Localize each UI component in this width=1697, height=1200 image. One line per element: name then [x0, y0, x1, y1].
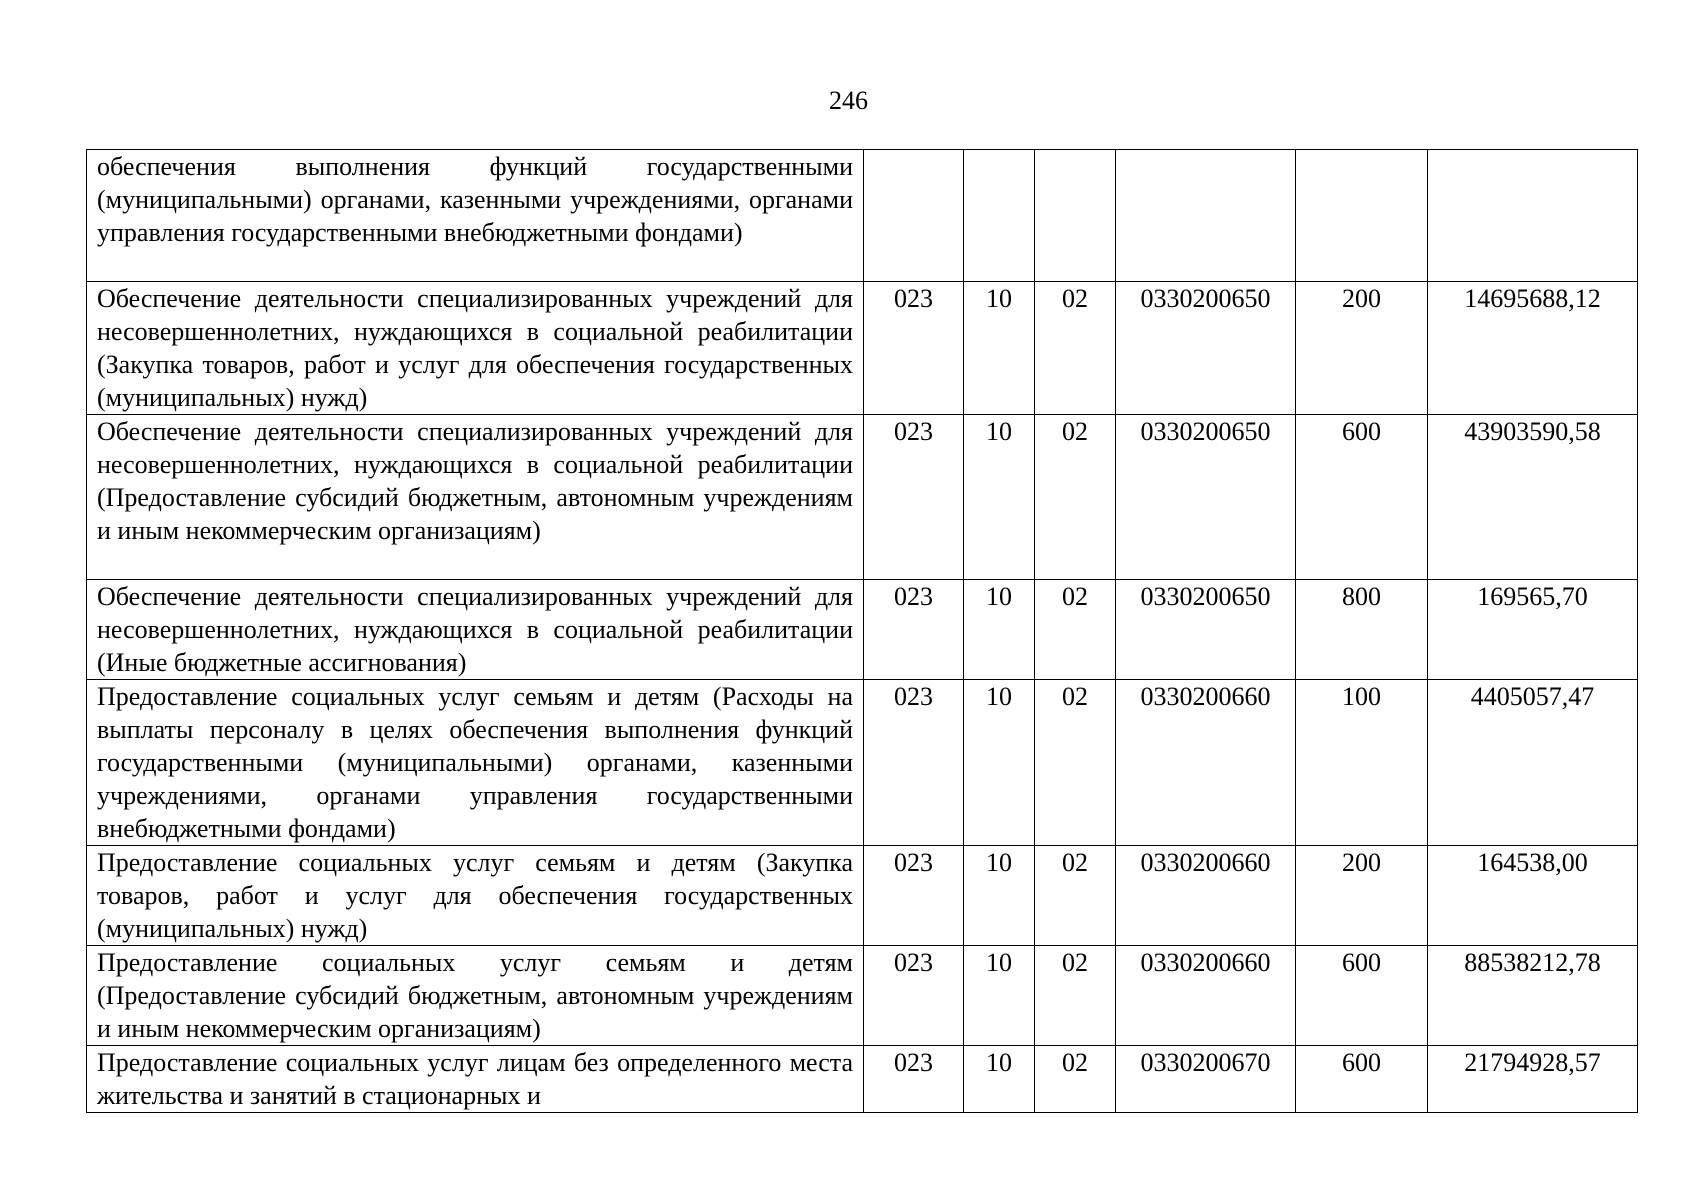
- target-article-code: 0330200660: [1116, 680, 1296, 846]
- subsection-code: 02: [1035, 580, 1116, 680]
- subsection-code: 02: [1035, 1046, 1116, 1113]
- amount: 88538212,78: [1428, 946, 1638, 1046]
- section-code: 10: [964, 282, 1035, 415]
- amount: 169565,70: [1428, 580, 1638, 680]
- section-code: 10: [964, 1046, 1035, 1113]
- expense-type-code: 100: [1296, 680, 1428, 846]
- subsection-code: [1035, 150, 1116, 282]
- expense-type-code: 200: [1296, 282, 1428, 415]
- row-description: Обеспечение деятельности специализированных учреждений для несовершеннолетних, нуждающихся в социальной реабилитации (Предоставление субсидий бюджетным, автономным учреждениям и иным некоммерческим организациям): [87, 415, 864, 580]
- ministry-code: 023: [864, 580, 964, 680]
- row-description: Предоставление социальных услуг лицам без определенного места жительства и занятий в стационарных и: [87, 1046, 864, 1113]
- section-code: 10: [964, 680, 1035, 846]
- table-row: [87, 1046, 1638, 1113]
- target-article-code: 0330200670: [1116, 1046, 1296, 1113]
- table-row: [87, 846, 1638, 946]
- subsection-code: 02: [1035, 415, 1116, 580]
- table-row: [87, 680, 1638, 846]
- ministry-code: 023: [864, 680, 964, 846]
- target-article-code: 0330200660: [1116, 846, 1296, 946]
- row-description: обеспечения выполнения функций государственными (муниципальными) органами, казенными учреждениями, органами управления государственными внебюджетными фондами): [87, 150, 864, 282]
- ministry-code: 023: [864, 1046, 964, 1113]
- section-code: 10: [964, 580, 1035, 680]
- section-code: [964, 150, 1035, 282]
- row-description: Предоставление социальных услуг семьям и детям (Расходы на выплаты персоналу в целях обеспечения выполнения функций государственными (муниципальными) органами, казенными учреждениями, органами управления государственными внебюджетными фондами): [87, 680, 864, 846]
- expense-type-code: 600: [1296, 1046, 1428, 1113]
- section-code: 10: [964, 415, 1035, 580]
- expense-type-code: 200: [1296, 846, 1428, 946]
- target-article-code: [1116, 150, 1296, 282]
- subsection-code: 02: [1035, 846, 1116, 946]
- table-row: [87, 946, 1638, 1046]
- target-article-code: 0330200650: [1116, 282, 1296, 415]
- table-row: [87, 282, 1638, 415]
- expense-type-code: 600: [1296, 415, 1428, 580]
- expense-type-code: 600: [1296, 946, 1428, 1046]
- page-number: 246: [829, 86, 868, 115]
- ministry-code: 023: [864, 415, 964, 580]
- table-row: [87, 415, 1638, 580]
- section-code: 10: [964, 846, 1035, 946]
- expense-type-code: 800: [1296, 580, 1428, 680]
- target-article-code: 0330200660: [1116, 946, 1296, 1046]
- amount: 43903590,58: [1428, 415, 1638, 580]
- section-code: 10: [964, 946, 1035, 1046]
- amount: 14695688,12: [1428, 282, 1638, 415]
- amount: 4405057,47: [1428, 680, 1638, 846]
- subsection-code: 02: [1035, 680, 1116, 846]
- ministry-code: 023: [864, 282, 964, 415]
- target-article-code: 0330200650: [1116, 415, 1296, 580]
- row-description: Обеспечение деятельности специализированных учреждений для несовершеннолетних, нуждающихся в социальной реабилитации (Иные бюджетные ассигнования): [87, 580, 864, 680]
- ministry-code: 023: [864, 846, 964, 946]
- row-description: Предоставление социальных услуг семьям и детям (Закупка товаров, работ и услуг для обеспечения государственных (муниципальных) нужд): [87, 846, 864, 946]
- table-body: [87, 150, 1638, 1113]
- amount: 164538,00: [1428, 846, 1638, 946]
- budget-table: [86, 149, 1638, 1113]
- expense-type-code: [1296, 150, 1428, 282]
- amount: [1428, 150, 1638, 282]
- row-description: Обеспечение деятельности специализированных учреждений для несовершеннолетних, нуждающихся в социальной реабилитации (Закупка товаров, работ и услуг для обеспечения государственных (муниципальных) нужд): [87, 282, 864, 415]
- target-article-code: 0330200650: [1116, 580, 1296, 680]
- table-row: [87, 150, 1638, 282]
- ministry-code: 023: [864, 946, 964, 1046]
- subsection-code: 02: [1035, 282, 1116, 415]
- table-row: [87, 580, 1638, 680]
- ministry-code: [864, 150, 964, 282]
- amount: 21794928,57: [1428, 1046, 1638, 1113]
- row-description: Предоставление социальных услуг семьям и детям (Предоставление субсидий бюджетным, автономным учреждениям и иным некоммерческим организациям): [87, 946, 864, 1046]
- subsection-code: 02: [1035, 946, 1116, 1046]
